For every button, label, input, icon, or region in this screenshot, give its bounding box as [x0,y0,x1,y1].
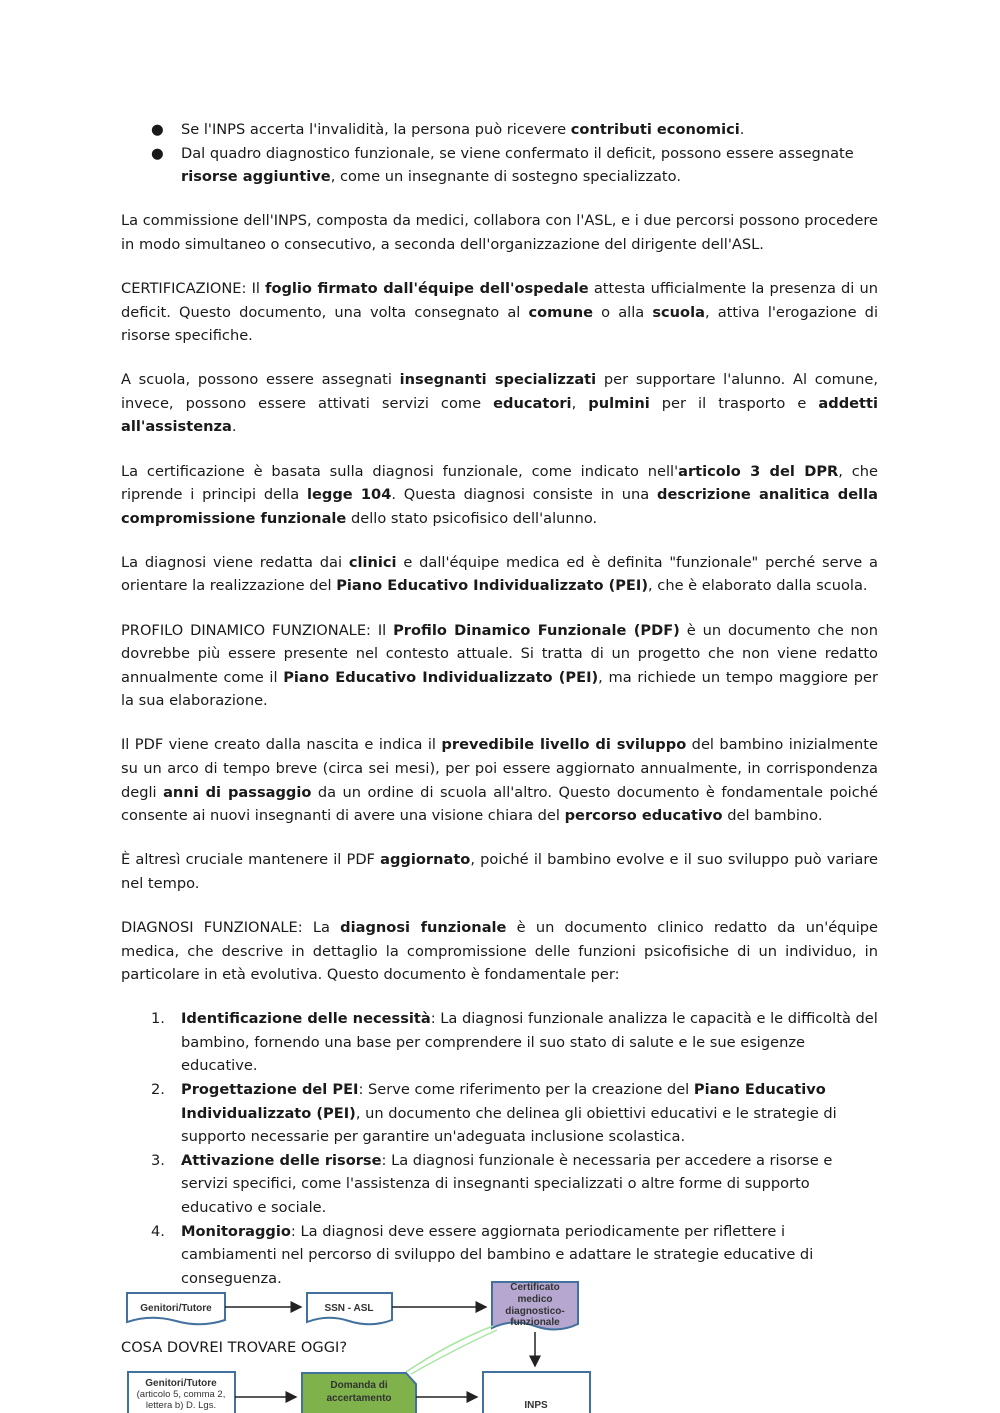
text-run: , poiché il bambino evolve e il suo sviluppo può variare nel tempo. [121,851,878,892]
bold-text: anni di passaggio [163,783,312,801]
paragraph [121,460,878,531]
document-page [121,118,878,1360]
text-run: e dall'équipe medica ed è definita "funzionale" perché serve a orientare la realizzazione del [121,553,878,595]
numbered-list [121,1007,878,1290]
text-run: PROFILO DINAMICO FUNZIONALE: Il [121,621,394,639]
bold-text: foglio firmato dall'équipe dell'ospedale [265,279,589,297]
parents2-line-2: (articolo 5, comma 2, [136,1389,226,1400]
text-run: CERTIFICAZIONE: Il [121,279,266,297]
certificate-line-1: Certificato [510,1282,560,1293]
certificate-line-3: diagnostico- [505,1306,565,1317]
list-number: 4. [151,1222,165,1240]
bold-text: educatori [493,394,572,412]
bold-text: Monitoraggio [181,1222,291,1240]
text-run: attesta ufficialmente la presenza di un deficit. Questo documento, una volta consegnato al [121,279,879,321]
text-run: La diagnosi viene redatta dai [121,553,349,571]
paragraph [121,733,878,827]
paragraph [121,916,878,987]
parents2-line-1: Genitori/Tutore [145,1378,217,1389]
bullet-marker: ● [151,121,164,138]
list-number: 1. [151,1010,165,1028]
bold-text: comune [528,303,594,321]
text-run: La commissione dell'INPS, composta da medici, collabora con l'ASL, e i due percorsi possono procedere in modo simultaneo o consecutivo, a seconda dell'organizzazione del dirigente dell'ASL. [121,212,878,253]
bullet-list [121,118,878,189]
bold-text: Piano Educativo Individualizzato (PEI) [336,577,649,595]
list-number: 3. [151,1151,165,1169]
bullet-item [121,118,878,142]
link-line-2 [411,1330,497,1374]
flow-diagram [121,1262,621,1413]
text-run: per il trasporto e [649,394,819,412]
text-run: , che riprende i principi della [121,462,878,504]
bold-text: aggiornato [380,851,471,869]
text-run: : La diagnosi funzionale è necessaria per accedere a risorse e servizi specifici, come l'assistenza di insegnanti specializzati o altre forme di supporto educativo e sociale. [181,1151,833,1216]
text-run: : La diagnosi funzionale analizza le capacità e le difficoltà del bambino, fornendo una base per comprendere il suo stato di salute e le sue esigenze educative. [181,1010,878,1075]
bold-text: insegnanti specializzati [399,371,597,389]
numbered-item [121,1149,878,1220]
text-run: Se l'INPS accerta l'invalidità, la persona può ricevere [181,121,571,138]
text-run: È altresì cruciale mantenere il PDF [121,851,381,869]
domanda-line-2: accertamento [326,1393,392,1404]
text-run: , un documento che delinea gli obiettivi educativi e le strategie di supporto necessarie per garantire un'adeguata inclusione scolastica. [181,1104,837,1146]
certificate-line-4: funzionale [510,1317,560,1328]
link-line-1 [406,1326,493,1372]
bold-text: Attivazione delle risorse [181,1151,382,1169]
paragraph-group [121,209,878,986]
bold-text: Identificazione delle necessità [181,1010,431,1028]
bold-text: Piano Educativo Individualizzato (PEI) [181,1081,826,1122]
paragraph [121,551,878,598]
parents-box-label: Genitori/Tutore [140,1303,212,1314]
text-run: DIAGNOSI FUNZIONALE: La [121,918,341,936]
bold-text: prevedibile livello di sviluppo [441,736,687,754]
paragraph [121,209,878,256]
bold-text: diagnosi funzionale [340,918,507,936]
bold-text: Profilo Dinamico Funzionale (PDF) [393,621,680,639]
text-run: del bambino inizialmente su un arco di tempo breve (circa sei mesi), per poi essere aggiornato annualmente, in corrispondenza degli [121,736,878,801]
bold-text: descrizione analitica della compromissione funzionale [121,486,878,527]
bold-text: Piano Educativo Individualizzato (PEI) [283,668,599,686]
text-run: per supportare l'alunno. Al comune, invece, possono essere attivati servizi come [121,371,879,412]
bold-text: Progettazione del PEI [181,1081,359,1098]
bold-text: pulmini [588,394,650,412]
inps-box-label: INPS [524,1400,548,1411]
text-run: , che è elaborato dalla scuola. [648,577,868,595]
ssn-box-label: SSN - ASL [324,1303,374,1314]
text-run: . [739,121,745,138]
text-run: è un documento clinico redatto da un'équipe medica, che descrive in dettaglio la compromissione delle funzioni psicofisiche di un individuo, in particolare in età evolutiva. Questo documento è fondamentale per: [121,918,878,984]
certificate-line-2: medico [517,1294,553,1305]
text-run: A scuola, possono essere assegnati [121,371,400,389]
text-run: Il PDF viene creato dalla nascita e indica il [121,736,442,754]
text-run: del bambino. [722,807,823,825]
parents2-line-3: lettera b) D. Lgs. [145,1400,217,1411]
text-run: dello stato psicofisico dell'alunno. [346,509,598,527]
text-run: o alla [593,303,653,321]
bold-text: percorso educativo [564,807,723,825]
text-run: , [571,394,589,412]
numbered-item [121,1007,878,1078]
text-run: , come un insegnante di sostegno specializzato. [330,168,681,186]
text-run: , ma richiede un tempo maggiore per la sua elaborazione. [121,668,878,710]
section-heading: COSA DOVREI TROVARE OGGI? [121,1339,348,1357]
domanda-line-1: Domanda di [330,1380,388,1391]
bold-text: legge 104 [306,486,392,504]
flow-diagram-svg [121,1262,621,1413]
bullet-item [121,142,878,189]
bold-text: scuola [652,303,705,321]
paragraph [121,848,878,895]
text-run: : La diagnosi deve essere aggiornata periodicamente per riflettere i cambiamenti nel percorso di sviluppo del bambino e adattare le strategie educative di conseguenza. [181,1222,814,1287]
bold-text: addetti all'assistenza [121,394,879,436]
paragraph [121,619,878,713]
text-run: è un documento che non dovrebbe più essere presente nel contesto attuale. Si tratta di un progetto che non viene redatto annualmente come il [121,621,878,686]
bold-text: contributi economici [570,121,740,138]
bullet-marker: ● [151,144,164,162]
list-number: 2. [151,1081,165,1098]
numbered-item [121,1078,878,1149]
text-run: . [231,418,237,436]
text-run: : Serve come riferimento per la creazione del [358,1081,694,1098]
bold-text: risorse aggiuntive [181,168,331,186]
text-run: Dal quadro diagnostico funzionale, se viene confermato il deficit, possono essere assegnate [181,144,854,162]
text-run: La certificazione è basata sulla diagnosi funzionale, come indicato nell' [121,462,679,480]
paragraph [121,368,878,439]
text-run: , attiva l'erogazione di risorse specifiche. [121,303,878,345]
paragraph [121,277,878,348]
text-run: . Questa diagnosi consiste in una [391,486,658,504]
text-run: da un ordine di scuola all'altro. Questo documento è fondamentale poiché consente ai nuovi insegnanti di avere una visione chiara del [121,783,878,825]
bold-text: articolo 3 del DPR [678,462,839,480]
bold-text: clinici [348,553,397,571]
